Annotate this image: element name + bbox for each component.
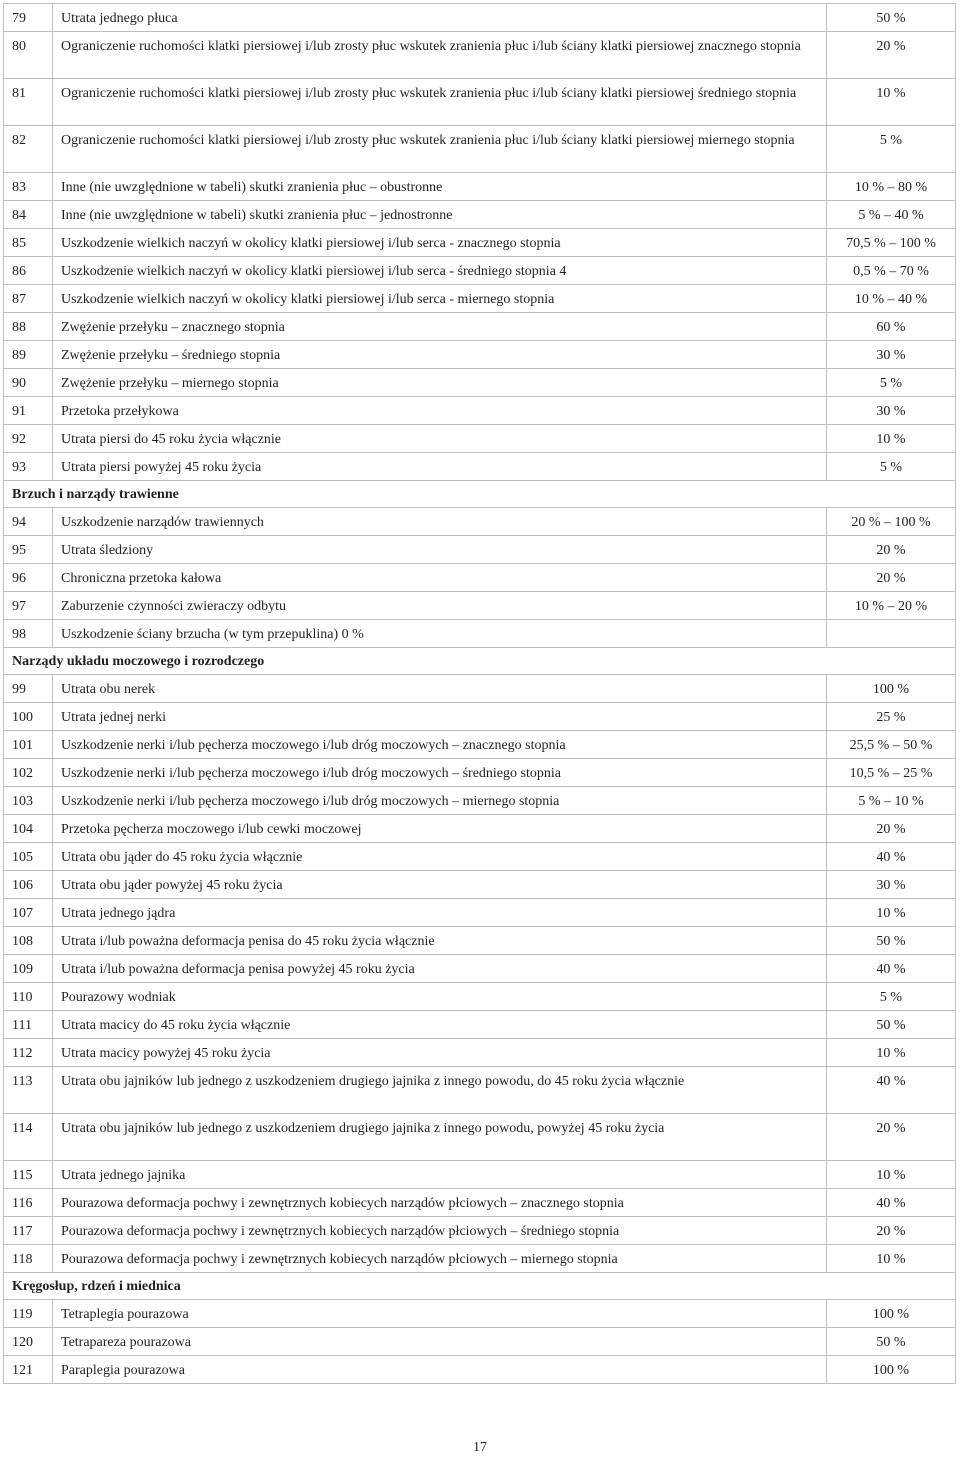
row-number: 108 <box>4 927 53 955</box>
table-row <box>4 79 956 126</box>
row-percentage: 30 % <box>827 397 956 425</box>
row-number: 121 <box>4 1356 53 1384</box>
table-row <box>4 369 956 397</box>
table-row <box>4 4 956 32</box>
row-description: Utrata śledziony <box>53 536 827 564</box>
row-description: Ograniczenie ruchomości klatki piersiowej i/lub zrosty płuc wskutek zranienia płuc i/lub ściany klatki piersiowej średniego stopnia <box>53 79 827 126</box>
table-row <box>4 620 956 648</box>
row-description: Ograniczenie ruchomości klatki piersiowej i/lub zrosty płuc wskutek zranienia płuc i/lub ściany klatki piersiowej znacznego stopnia <box>53 32 827 79</box>
row-percentage: 10 % – 80 % <box>827 173 956 201</box>
section-title: Narządy układu moczowego i rozrodczego <box>4 648 956 675</box>
table-row <box>4 983 956 1011</box>
row-description: Utrata obu jajników lub jednego z uszkodzeniem drugiego jajnika z innego powodu, do 45 roku życia włącznie <box>53 1067 827 1114</box>
row-number: 83 <box>4 173 53 201</box>
table-row <box>4 508 956 536</box>
table-row <box>4 1067 956 1114</box>
row-percentage: 40 % <box>827 955 956 983</box>
row-description: Tetrapareza pourazowa <box>53 1328 827 1356</box>
section-title: Brzuch i narządy trawienne <box>4 481 956 508</box>
table-row <box>4 843 956 871</box>
row-number: 111 <box>4 1011 53 1039</box>
row-number: 84 <box>4 201 53 229</box>
row-number: 99 <box>4 675 53 703</box>
table-row <box>4 1011 956 1039</box>
row-percentage: 10 % <box>827 1245 956 1273</box>
row-description: Ograniczenie ruchomości klatki piersiowej i/lub zrosty płuc wskutek zranienia płuc i/lub ściany klatki piersiowej miernego stopnia <box>53 126 827 173</box>
row-percentage: 20 % <box>827 1114 956 1161</box>
row-number: 109 <box>4 955 53 983</box>
table-row <box>4 759 956 787</box>
row-percentage: 40 % <box>827 843 956 871</box>
row-description: Przetoka pęcherza moczowego i/lub cewki moczowej <box>53 815 827 843</box>
row-number: 82 <box>4 126 53 173</box>
row-number: 113 <box>4 1067 53 1114</box>
row-percentage: 30 % <box>827 871 956 899</box>
row-description: Utrata macicy do 45 roku życia włącznie <box>53 1011 827 1039</box>
row-number: 118 <box>4 1245 53 1273</box>
row-percentage: 5 % <box>827 983 956 1011</box>
row-number: 116 <box>4 1189 53 1217</box>
row-description: Utrata macicy powyżej 45 roku życia <box>53 1039 827 1067</box>
row-number: 114 <box>4 1114 53 1161</box>
row-percentage: 50 % <box>827 927 956 955</box>
row-percentage: 5 % <box>827 126 956 173</box>
table-row <box>4 173 956 201</box>
row-description: Utrata piersi powyżej 45 roku życia <box>53 453 827 481</box>
table-row <box>4 955 956 983</box>
row-description: Chroniczna przetoka kałowa <box>53 564 827 592</box>
row-description: Paraplegia pourazowa <box>53 1356 827 1384</box>
table-row <box>4 731 956 759</box>
row-description: Zwężenie przełyku – miernego stopnia <box>53 369 827 397</box>
row-number: 101 <box>4 731 53 759</box>
table-row <box>4 201 956 229</box>
row-description: Inne (nie uwzględnione w tabeli) skutki zranienia płuc – jednostronne <box>53 201 827 229</box>
row-percentage: 50 % <box>827 1011 956 1039</box>
row-number: 105 <box>4 843 53 871</box>
table-row <box>4 927 956 955</box>
row-description: Utrata jednego płuca <box>53 4 827 32</box>
table-body <box>4 4 956 1384</box>
row-percentage: 100 % <box>827 1356 956 1384</box>
row-description: Utrata i/lub poważna deformacja penisa powyżej 45 roku życia <box>53 955 827 983</box>
table-row <box>4 285 956 313</box>
table-row <box>4 564 956 592</box>
row-description: Uszkodzenie ściany brzucha (w tym przepuklina) 0 % <box>53 620 827 648</box>
row-description: Utrata obu jajników lub jednego z uszkodzeniem drugiego jajnika z innego powodu, powyżej 45 roku życia <box>53 1114 827 1161</box>
row-percentage: 25,5 % – 50 % <box>827 731 956 759</box>
row-percentage: 5 % <box>827 369 956 397</box>
row-percentage: 0,5 % – 70 % <box>827 257 956 285</box>
table-row <box>4 126 956 173</box>
row-number: 88 <box>4 313 53 341</box>
section-header-row <box>4 481 956 508</box>
row-percentage: 10,5 % – 25 % <box>827 759 956 787</box>
row-percentage: 40 % <box>827 1189 956 1217</box>
row-description: Uszkodzenie wielkich naczyń w okolicy klatki piersiowej i/lub serca - miernego stopnia <box>53 285 827 313</box>
row-number: 86 <box>4 257 53 285</box>
row-percentage: 10 % – 40 % <box>827 285 956 313</box>
row-percentage: 25 % <box>827 703 956 731</box>
section-header-row <box>4 648 956 675</box>
row-number: 95 <box>4 536 53 564</box>
row-number: 93 <box>4 453 53 481</box>
row-number: 90 <box>4 369 53 397</box>
row-description: Utrata jednego jajnika <box>53 1161 827 1189</box>
row-number: 112 <box>4 1039 53 1067</box>
row-number: 103 <box>4 787 53 815</box>
table-row <box>4 341 956 369</box>
row-description: Uszkodzenie wielkich naczyń w okolicy klatki piersiowej i/lub serca - znacznego stopnia <box>53 229 827 257</box>
table-row <box>4 1328 956 1356</box>
row-number: 80 <box>4 32 53 79</box>
row-description: Uszkodzenie nerki i/lub pęcherza moczowego i/lub dróg moczowych – znacznego stopnia <box>53 731 827 759</box>
table-row <box>4 871 956 899</box>
row-percentage: 5 % – 40 % <box>827 201 956 229</box>
row-number: 91 <box>4 397 53 425</box>
row-percentage: 40 % <box>827 1067 956 1114</box>
table-row <box>4 1356 956 1384</box>
row-description: Inne (nie uwzględnione w tabeli) skutki zranienia płuc – obustronne <box>53 173 827 201</box>
table-row <box>4 453 956 481</box>
table-row <box>4 1039 956 1067</box>
row-percentage: 5 % – 10 % <box>827 787 956 815</box>
row-percentage: 10 % <box>827 1039 956 1067</box>
row-number: 94 <box>4 508 53 536</box>
row-number: 81 <box>4 79 53 126</box>
row-percentage: 10 % – 20 % <box>827 592 956 620</box>
row-percentage: 100 % <box>827 1300 956 1328</box>
row-percentage: 20 % <box>827 32 956 79</box>
row-number: 100 <box>4 703 53 731</box>
section-title: Kręgosłup, rdzeń i miednica <box>4 1273 956 1300</box>
table-row <box>4 675 956 703</box>
row-percentage: 10 % <box>827 899 956 927</box>
table-row <box>4 229 956 257</box>
table-row <box>4 425 956 453</box>
table-row <box>4 899 956 927</box>
row-number: 120 <box>4 1328 53 1356</box>
table-row <box>4 1161 956 1189</box>
row-percentage: 70,5 % – 100 % <box>827 229 956 257</box>
row-number: 115 <box>4 1161 53 1189</box>
row-description: Pourazowa deformacja pochwy i zewnętrznych kobiecych narządów płciowych – znacznego stopnia <box>53 1189 827 1217</box>
row-description: Utrata piersi do 45 roku życia włącznie <box>53 425 827 453</box>
row-number: 106 <box>4 871 53 899</box>
injury-percentage-table <box>3 3 956 1384</box>
row-number: 92 <box>4 425 53 453</box>
row-description: Przetoka przełykowa <box>53 397 827 425</box>
row-percentage: 60 % <box>827 313 956 341</box>
row-number: 96 <box>4 564 53 592</box>
table-row <box>4 1300 956 1328</box>
row-number: 104 <box>4 815 53 843</box>
row-percentage: 20 % <box>827 1217 956 1245</box>
row-percentage: 10 % <box>827 1161 956 1189</box>
table-row <box>4 1245 956 1273</box>
row-percentage: 10 % <box>827 79 956 126</box>
row-number: 119 <box>4 1300 53 1328</box>
row-description: Utrata i/lub poważna deformacja penisa do 45 roku życia włącznie <box>53 927 827 955</box>
row-percentage: 100 % <box>827 675 956 703</box>
row-description: Pourazowy wodniak <box>53 983 827 1011</box>
row-number: 110 <box>4 983 53 1011</box>
row-number: 107 <box>4 899 53 927</box>
row-percentage: 50 % <box>827 4 956 32</box>
row-percentage <box>827 620 956 648</box>
table-row <box>4 592 956 620</box>
row-percentage: 10 % <box>827 425 956 453</box>
row-percentage: 30 % <box>827 341 956 369</box>
table-row <box>4 257 956 285</box>
row-number: 79 <box>4 4 53 32</box>
row-percentage: 20 % <box>827 536 956 564</box>
row-description: Tetraplegia pourazowa <box>53 1300 827 1328</box>
row-description: Utrata obu nerek <box>53 675 827 703</box>
table-row <box>4 536 956 564</box>
row-description: Uszkodzenie narządów trawiennych <box>53 508 827 536</box>
table-row <box>4 397 956 425</box>
row-percentage: 50 % <box>827 1328 956 1356</box>
table-row <box>4 703 956 731</box>
row-description: Pourazowa deformacja pochwy i zewnętrznych kobiecych narządów płciowych – miernego stopnia <box>53 1245 827 1273</box>
table-row <box>4 313 956 341</box>
row-description: Utrata obu jąder do 45 roku życia włącznie <box>53 843 827 871</box>
row-number: 117 <box>4 1217 53 1245</box>
row-description: Zwężenie przełyku – znacznego stopnia <box>53 313 827 341</box>
row-number: 85 <box>4 229 53 257</box>
row-description: Zwężenie przełyku – średniego stopnia <box>53 341 827 369</box>
row-description: Utrata jednej nerki <box>53 703 827 731</box>
table-row <box>4 787 956 815</box>
table-row <box>4 1217 956 1245</box>
row-description: Uszkodzenie nerki i/lub pęcherza moczowego i/lub dróg moczowych – średniego stopnia <box>53 759 827 787</box>
table-row <box>4 1189 956 1217</box>
section-header-row <box>4 1273 956 1300</box>
table-row <box>4 32 956 79</box>
row-description: Utrata jednego jądra <box>53 899 827 927</box>
row-percentage: 20 % <box>827 815 956 843</box>
row-number: 87 <box>4 285 53 313</box>
page-number: 17 <box>473 1440 487 1455</box>
row-description: Uszkodzenie wielkich naczyń w okolicy klatki piersiowej i/lub serca - średniego stopnia 4 <box>53 257 827 285</box>
table-row <box>4 815 956 843</box>
row-description: Utrata obu jąder powyżej 45 roku życia <box>53 871 827 899</box>
row-percentage: 20 % <box>827 564 956 592</box>
table-row <box>4 1114 956 1161</box>
row-number: 97 <box>4 592 53 620</box>
row-number: 102 <box>4 759 53 787</box>
row-number: 98 <box>4 620 53 648</box>
row-description: Pourazowa deformacja pochwy i zewnętrznych kobiecych narządów płciowych – średniego stopnia <box>53 1217 827 1245</box>
row-description: Zaburzenie czynności zwieraczy odbytu <box>53 592 827 620</box>
row-percentage: 5 % <box>827 453 956 481</box>
row-percentage: 20 % – 100 % <box>827 508 956 536</box>
row-description: Uszkodzenie nerki i/lub pęcherza moczowego i/lub dróg moczowych – miernego stopnia <box>53 787 827 815</box>
row-number: 89 <box>4 341 53 369</box>
